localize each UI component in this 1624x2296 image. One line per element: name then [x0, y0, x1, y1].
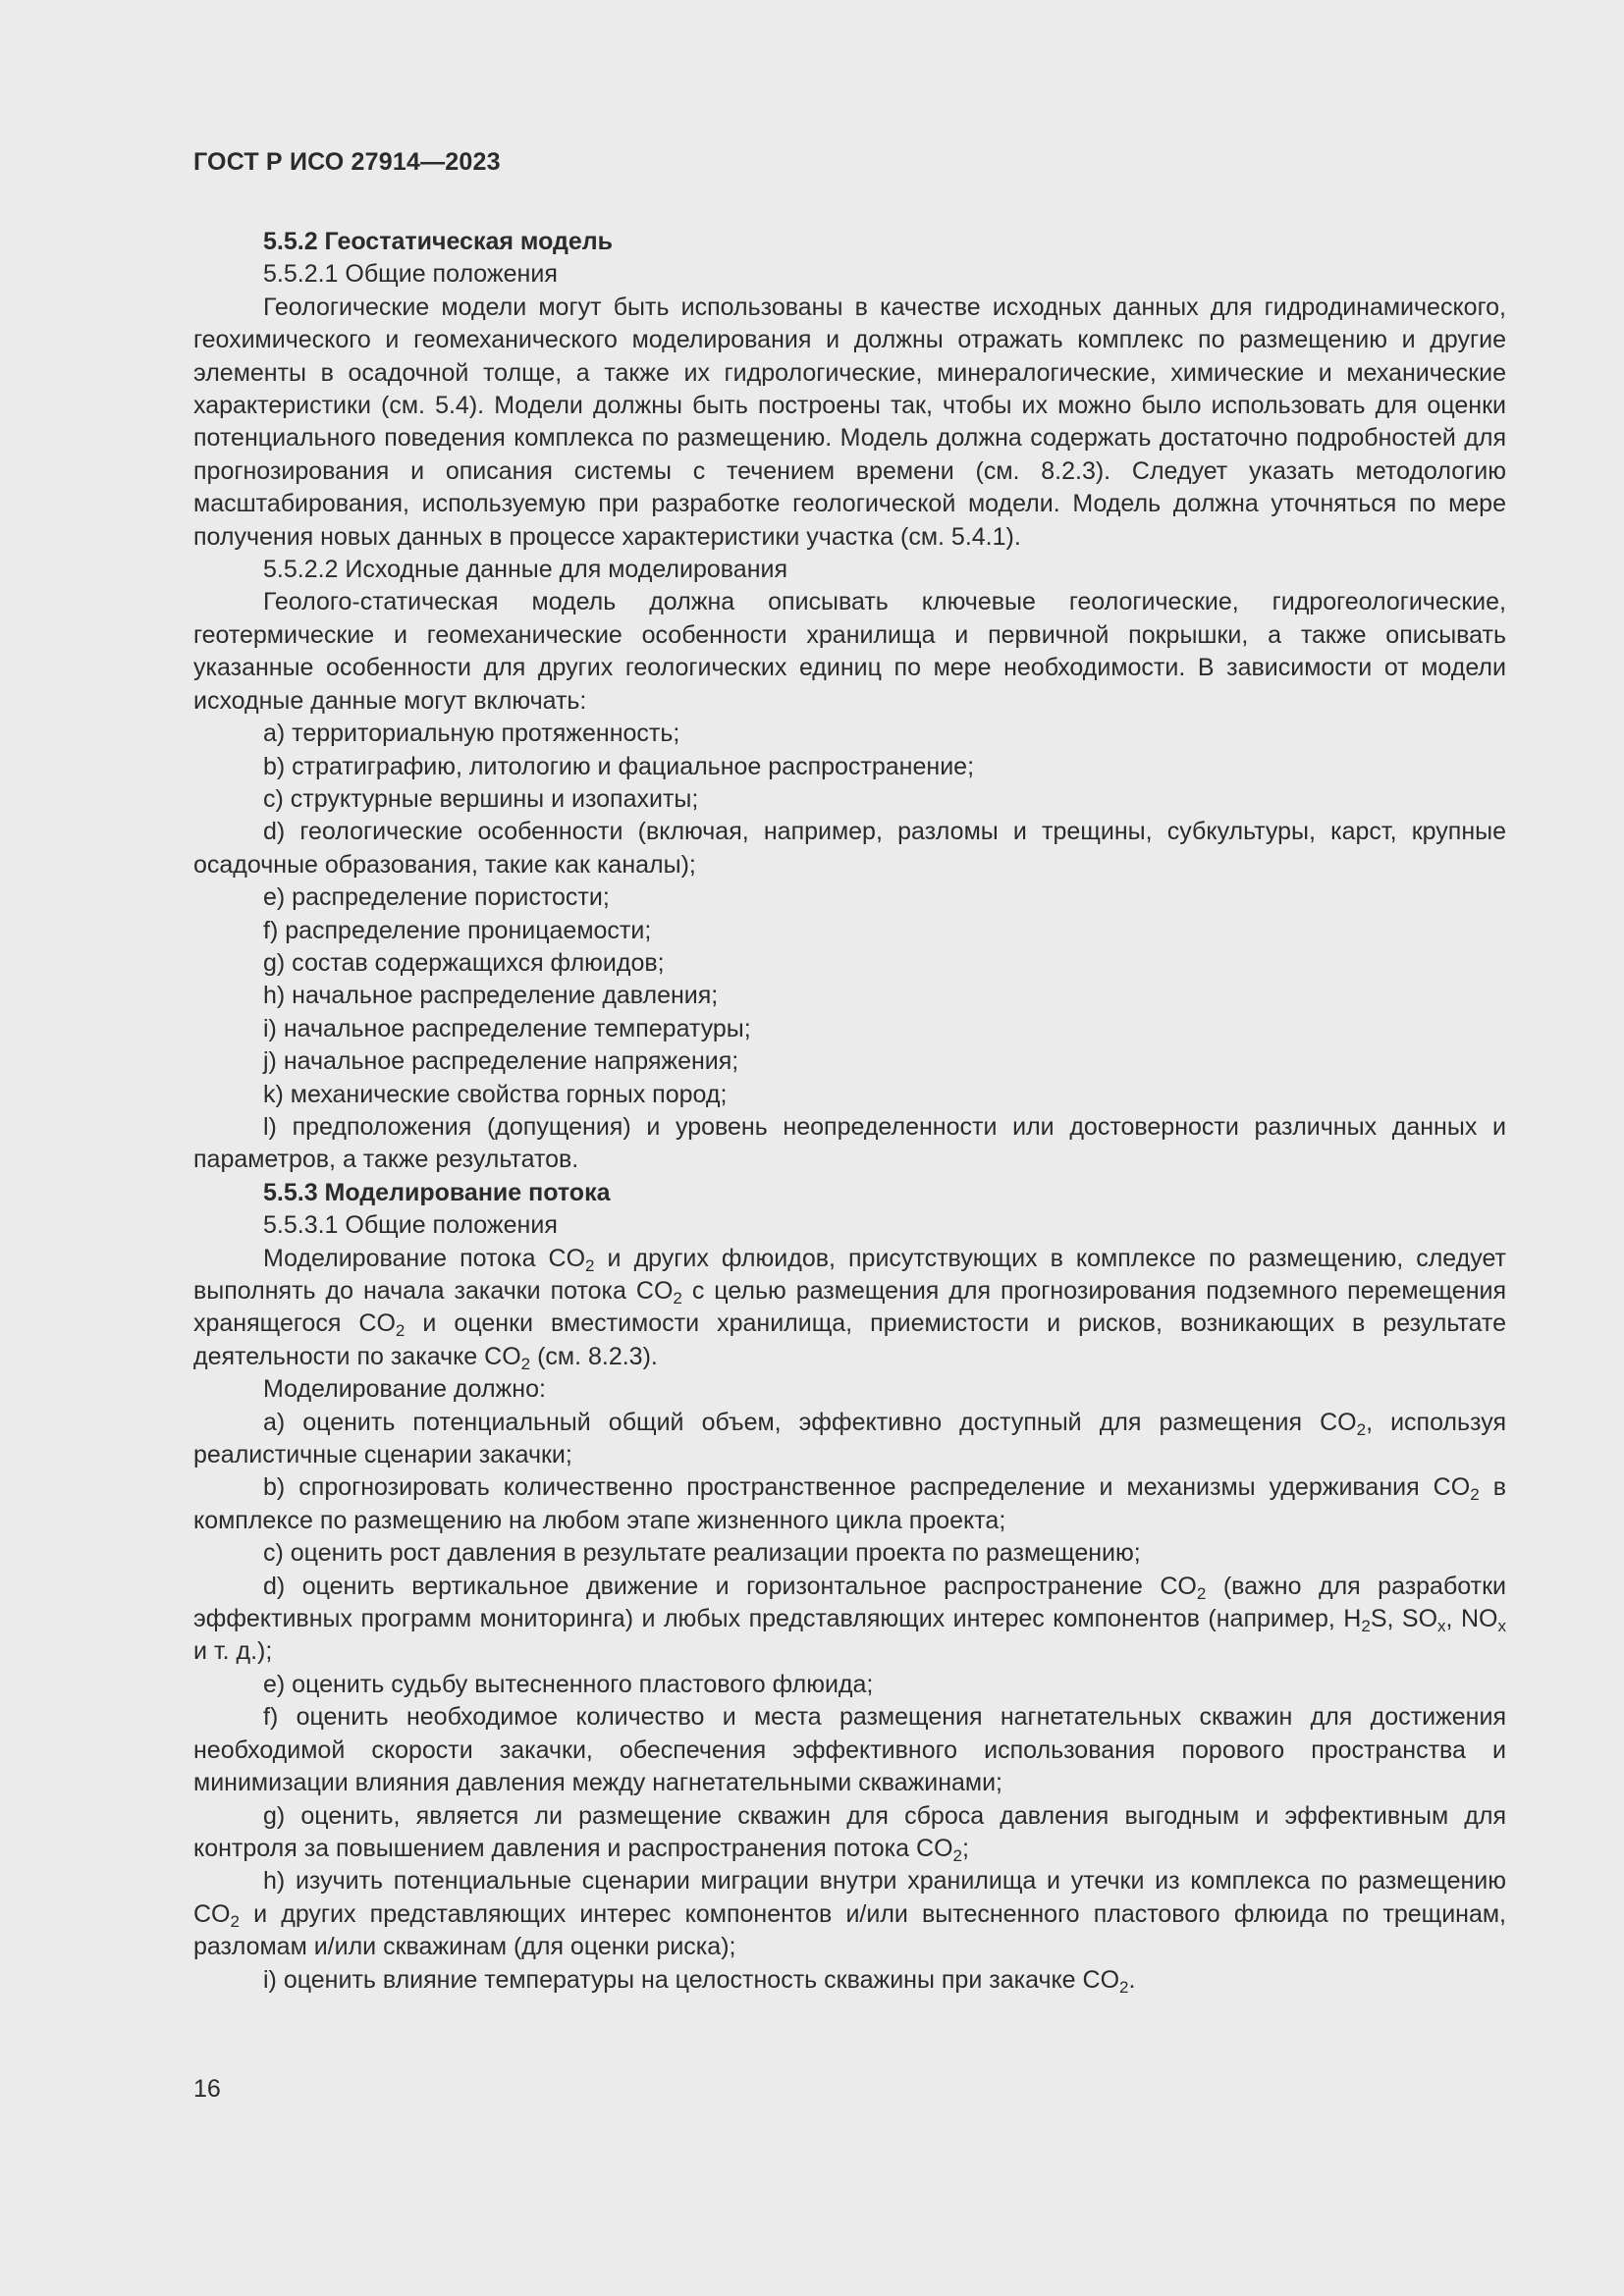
list-item: a) оценить потенциальный общий объем, эффективно доступный для размещения $CO_2$, используя реалистичные сценарии закачки; [193, 1408, 1506, 1469]
paragraph: Геологические модели могут быть использованы в качестве исходных данных для гидродинамического, геохимического и геомеханического моделирования и должны отражать комплекс по размещению и другие элементы в осадочной толще, а также их гидрологические, минералогические, химические и механические характеристики (см. 5.4). Модели должны быть построены так, чтобы их можно было использовать для оценки потенциального поведения комплекса по размещению. Модель должна содержать достаточно подробностей для прогнозирования и описания системы с течением времени (см. 8.2.3). Следует указать методологию масштабирования, используемую при разработке геологической модели. Модель должна уточняться по мере получения новых данных в процессе характеристики участка (см. 5.4.1). [193, 293, 1506, 551]
list-item: j) начальное распределение напряжения; [263, 1047, 739, 1076]
list-item: e) распределение пористости; [263, 883, 610, 912]
list-item: g) оценить, является ли размещение скважин для сброса давления выгодным и эффективным для контроля за повышением давления и распространения потока $CO_2$; [193, 1801, 1506, 1865]
document-body [193, 226, 1506, 1997]
list-item: b) спрогнозировать количественно пространственное распределение и механизмы удерживания $CO_2$ в комплексе по размещению на любом этапе жизненного цикла проекта; [193, 1473, 1506, 1534]
section-heading-5-5-3: 5.5.3 Моделирование потока [263, 1178, 611, 1206]
list-item: d) геологические особенности (включая, например, разломы и трещины, субкультуры, карст, крупные осадочные образования, такие как каналы); [193, 818, 1506, 879]
list-item: c) структурные вершины и изопахиты; [263, 784, 699, 813]
paragraph: Моделирование должно: [263, 1375, 546, 1404]
list-item: a) территориальную протяженность; [263, 720, 680, 748]
list-item: h) изучить потенциальные сценарии миграции внутри хранилища и утечки из комплекса по размещению $CO_2$ и других представляющих интерес компонентов и/или вытесненного пластового флюида по трещинам, разломам и/или скважинам (для оценки риска); [193, 1867, 1506, 1961]
list-item: k) механические свойства горных пород; [263, 1080, 728, 1108]
list-item: h) начальное распределение давления; [263, 982, 719, 1010]
list-item: g) состав содержащихся флюидов; [263, 948, 665, 977]
paragraph: Моделирование потока $CO_2$ и других флюидов, присутствующих в комплексе по размещению, следует выполнять до начала закачки потока $CO_2$ с целью размещения для прогнозирования подземного перемещения хранящегося $CO_2$ и оценки вместимости хранилища, приемистости и рисков, возникающих в результате деятельности по закачке $CO_2$ (см. 8.2.3). [193, 1244, 1506, 1373]
list-item: i) начальное распределение температуры; [263, 1014, 751, 1042]
list-item: f) распределение проницаемости; [263, 916, 652, 944]
page-number: 16 [193, 2075, 221, 2103]
list-item: e) оценить судьбу вытесненного пластового флюида; [263, 1670, 874, 1698]
list-item: i) оценить влияние температуры на целостность скважины при закачке $CO_2$. [263, 1965, 1136, 1997]
list-item: f) оценить необходимое количество и места размещения нагнетательных скважин для достижения необходимой скорости закачки, обеспечения эффективного использования порового пространства и минимизации влияния давления между нагнетательными скважинами; [193, 1703, 1506, 1797]
list-item: l) предположения (допущения) и уровень неопределенности или достоверности различных данных и параметров, а также результатов. [193, 1112, 1506, 1174]
paragraph: Геолого-статическая модель должна описывать ключевые геологические, гидрогеологические, геотермические и геомеханические особенности хранилища и первичной покрышки, а также описывать указанные особенности для других геологических единиц по мере необходимости. В зависимости от модели исходные данные могут включать: [193, 588, 1506, 715]
subsection-heading-5-5-2-1: 5.5.2.1 Общие положения [263, 260, 558, 289]
list-item: b) стратиграфию, литологию и фациальное распространение; [263, 752, 975, 780]
subsection-heading-5-5-3-1: 5.5.3.1 Общие положения [263, 1211, 558, 1240]
list-item: d) оценить вертикальное движение и горизонтальное распространение $CO_2$ (важно для разработки эффективных программ мониторинга) и любых представляющих интерес компонентов (например, $H_2S$, $SO_x$, $NO_x$ и т. д.); [193, 1572, 1506, 1666]
document-header: ГОСТ Р ИСО 27914—2023 [193, 148, 501, 176]
subsection-heading-5-5-2-2: 5.5.2.2 Исходные данные для моделирования [263, 556, 788, 584]
section-heading-5-5-2: 5.5.2 Геостатическая модель [263, 228, 614, 255]
list-item: c) оценить рост давления в результате реализации проекта по размещению; [263, 1539, 1141, 1568]
